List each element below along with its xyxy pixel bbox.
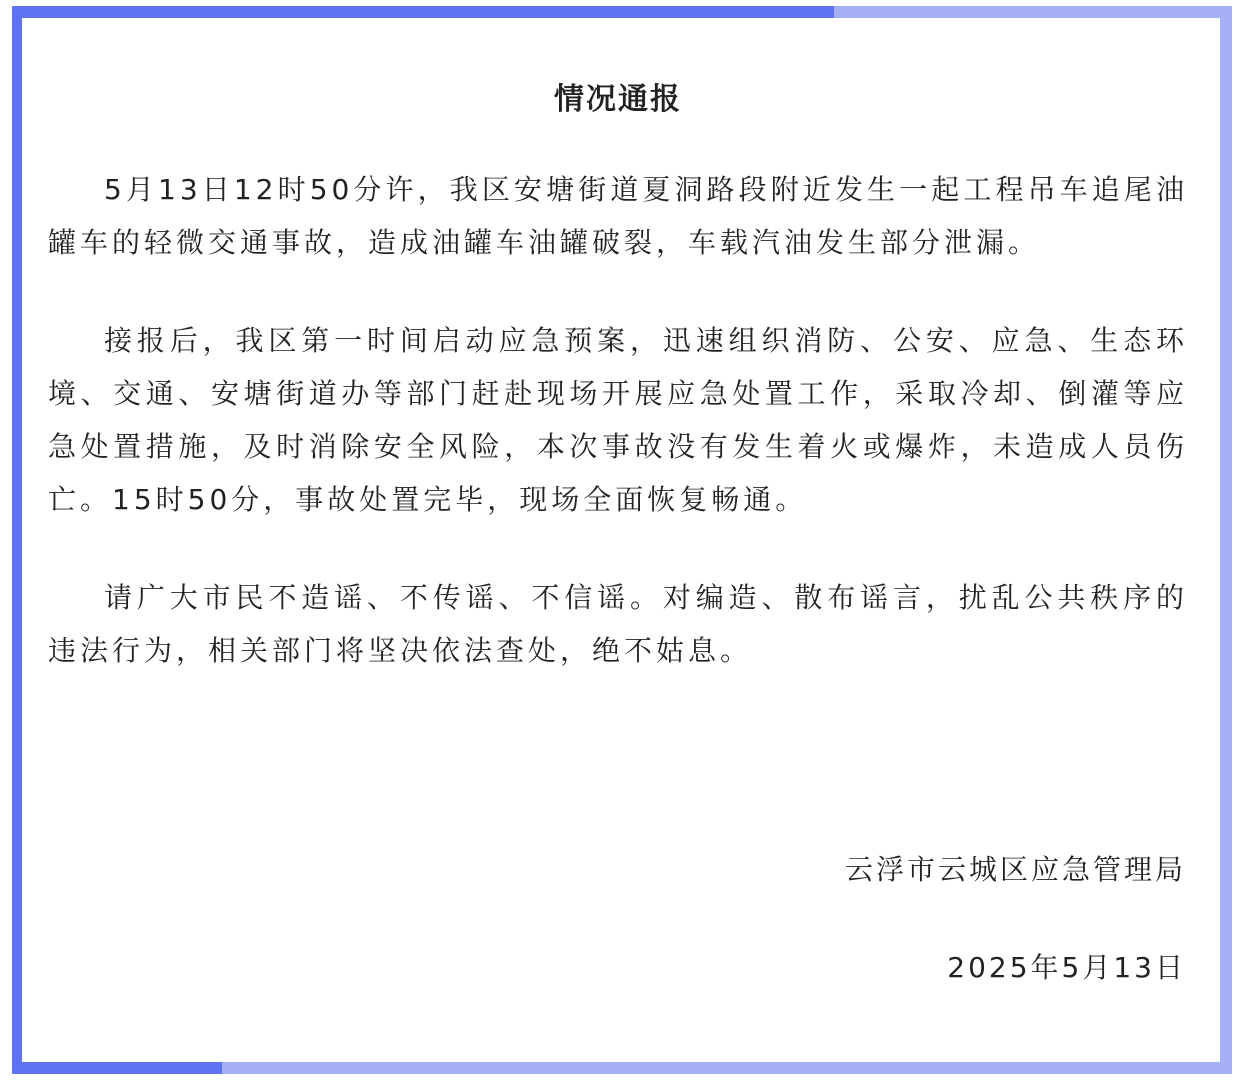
border-top-light [834, 6, 1232, 18]
paragraph-incident: 5月13日12时50分许，我区安塘街道夏洞路段附近发生一起工程吊车追尾油罐车的轻微交通事故，造成油罐车油罐破裂，车载汽油发生部分泄漏。 [48, 173, 1188, 259]
border-bottom-accent [12, 1062, 222, 1074]
paragraph-response: 接报后，我区第一时间启动应急预案，迅速组织消防、公安、应急、生态环境、交通、安塘街道办等部门赶赴现场开展应急处置工作，采取冷却、倒灌等应急处置措施，及时消除安全风险，本次事故没有发生着火或爆炸，未造成人员伤亡。15时50分，事故处置完毕，现场全面恢复畅通。 [48, 324, 1188, 516]
paragraph-rumor-warning: 请广大市民不造谣、不传谣、不信谣。对编造、散布谣言，扰乱公共秩序的违法行为，相关部门将坚决依法查处，绝不姑息。 [48, 581, 1188, 667]
border-left [12, 6, 22, 1074]
notice-body [48, 80, 1188, 722]
border-bottom-light [222, 1062, 1232, 1074]
notice-title: 情况通报 [554, 82, 682, 117]
issuer-signature: 云浮市云城区应急管理局 [844, 853, 1186, 886]
border-top-accent [12, 6, 834, 18]
issue-date: 2025年5月13日 [947, 951, 1186, 984]
border-right [1220, 6, 1232, 1074]
